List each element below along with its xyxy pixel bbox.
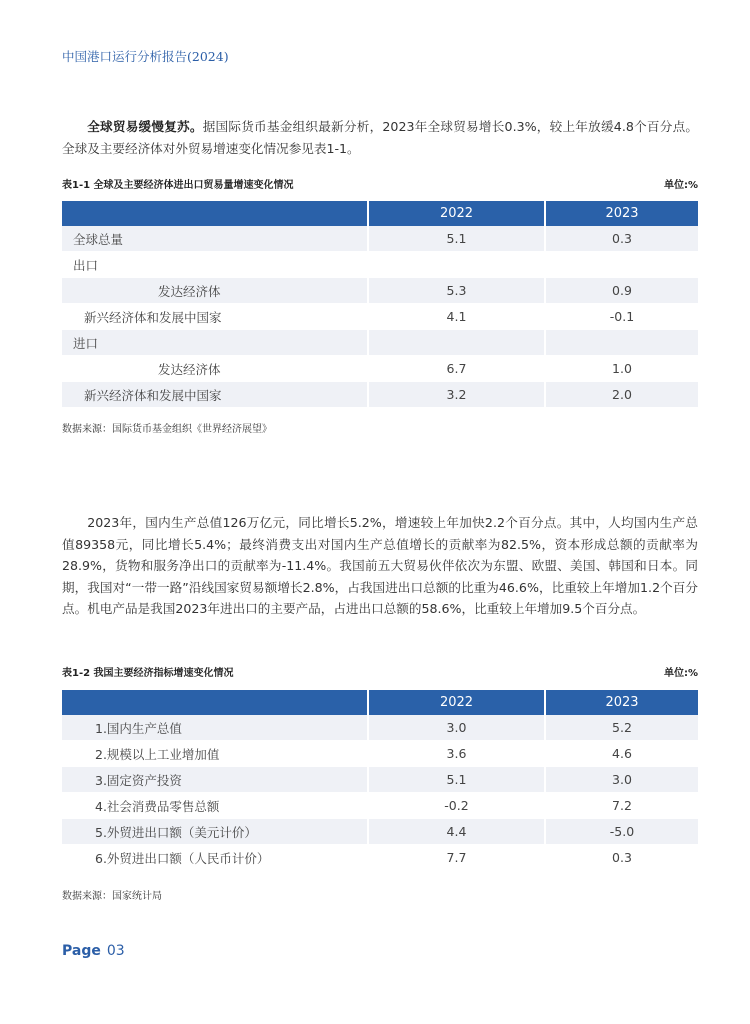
- table2-header-row: [62, 690, 698, 715]
- table-row: [62, 382, 698, 408]
- value-2023: 1.0: [544, 356, 698, 382]
- value-2023: 2.0: [544, 382, 698, 408]
- value-2022: [367, 252, 544, 278]
- table-row: [62, 767, 698, 793]
- paragraph-body: 据国际货币基金组织最新分析，2023年全球贸易增长0.3%，较上年放缓4.8个百分点。全球及主要经济体对外贸易增速变化情况参见表1-1。: [62, 119, 699, 156]
- value-2023: -5.0: [544, 819, 698, 845]
- table1-header-2023: 2023: [544, 201, 698, 226]
- table2-economic-indicators: [62, 690, 698, 871]
- value-2022: 3.6: [367, 741, 544, 767]
- table-row: [62, 845, 698, 871]
- row-label: 5.外贸进出口额（美元计价）: [62, 819, 367, 845]
- table2-header-label: [62, 690, 367, 715]
- value-2023: 5.2: [544, 715, 698, 741]
- row-label: 新兴经济体和发展中国家: [62, 382, 367, 408]
- table1-trade-growth: [62, 201, 698, 408]
- table2-header-2023: 2023: [544, 690, 698, 715]
- row-label: 3.固定资产投资: [62, 767, 367, 793]
- value-2023: -0.1: [544, 304, 698, 330]
- page-footer: [62, 943, 125, 959]
- row-label: 发达经济体: [62, 356, 367, 382]
- value-2022: 6.7: [367, 356, 544, 382]
- value-2023: 0.9: [544, 278, 698, 304]
- row-label: 进口: [62, 330, 367, 356]
- table-row: [62, 226, 698, 252]
- row-label: 4.社会消费品零售总额: [62, 793, 367, 819]
- table1-unit: 单位:%: [663, 180, 698, 191]
- table-row: [62, 252, 698, 278]
- table1-caption-row: [62, 176, 698, 191]
- table1-source: 数据来源：国际货币基金组织《世界经济展望》: [62, 424, 272, 435]
- value-2022: 5.3: [367, 278, 544, 304]
- table2-caption-row: [62, 664, 698, 679]
- table1-header-row: [62, 201, 698, 226]
- row-label: 新兴经济体和发展中国家: [62, 304, 367, 330]
- value-2023: 7.2: [544, 793, 698, 819]
- value-2023: 4.6: [544, 741, 698, 767]
- table-row: [62, 330, 698, 356]
- table2-caption: 表1-2 我国主要经济指标增速变化情况: [62, 668, 234, 679]
- value-2022: 3.0: [367, 715, 544, 741]
- row-label: 全球总量: [62, 226, 367, 252]
- table-row: [62, 819, 698, 845]
- value-2023: 0.3: [544, 226, 698, 252]
- value-2022: 4.1: [367, 304, 544, 330]
- page-label: Page: [62, 943, 101, 959]
- table-row: [62, 793, 698, 819]
- value-2023: 3.0: [544, 767, 698, 793]
- paragraph-domestic-economy: 2023年，国内生产总值126万亿元，同比增长5.2%，增速较上年加快2.2个百分点。其中，人均国内生产总值89358元，同比增长5.4%；最终消费支出对国内生产总值增长的贡献率为82.5%，资本形成总额的贡献率为28.9%，货物和服务净出口的贡献率为-11.4%。我国前五大贸易伙伴依次为东盟、欧盟、美国、韩国和日本。同期，我国对“一带一路”沿线国家贸易额增长2.8%，占我国进出口总额的比重为46.6%，比重较上年增加1.2个百分点。机电产品是我国2023年进出口的主要产品，占进出口总额的58.6%，比重较上年增加9.5个百分点。: [62, 515, 698, 616]
- paragraph-lead-bold: 全球贸易缓慢复苏。: [87, 119, 203, 134]
- value-2022: 7.7: [367, 845, 544, 871]
- value-2023: 0.3: [544, 845, 698, 871]
- table-row: [62, 715, 698, 741]
- table1-header-2022: 2022: [367, 201, 544, 226]
- row-label: 1.国内生产总值: [62, 715, 367, 741]
- value-2022: -0.2: [367, 793, 544, 819]
- row-label: 发达经济体: [62, 278, 367, 304]
- table-row: [62, 356, 698, 382]
- table-row: [62, 278, 698, 304]
- row-label: 6.外贸进出口额（人民币计价）: [62, 845, 367, 871]
- table2-source: 数据来源：国家统计局: [62, 891, 162, 902]
- row-label: 出口: [62, 252, 367, 278]
- value-2022: 5.1: [367, 767, 544, 793]
- page-number: 03: [106, 943, 125, 959]
- table1-header-label: [62, 201, 367, 226]
- paragraph-global-trade: [62, 116, 698, 159]
- value-2023: [544, 252, 698, 278]
- table1-caption: 表1-1 全球及主要经济体进出口贸易量增速变化情况: [62, 180, 294, 191]
- value-2022: 4.4: [367, 819, 544, 845]
- value-2022: 3.2: [367, 382, 544, 408]
- report-header-title: 中国港口运行分析报告(2024): [62, 49, 229, 64]
- value-2023: [544, 330, 698, 356]
- table2-header-2022: 2022: [367, 690, 544, 715]
- table-row: [62, 304, 698, 330]
- value-2022: 5.1: [367, 226, 544, 252]
- row-label: 2.规模以上工业增加值: [62, 741, 367, 767]
- table2-unit: 单位:%: [663, 668, 698, 679]
- table-row: [62, 741, 698, 767]
- value-2022: [367, 330, 544, 356]
